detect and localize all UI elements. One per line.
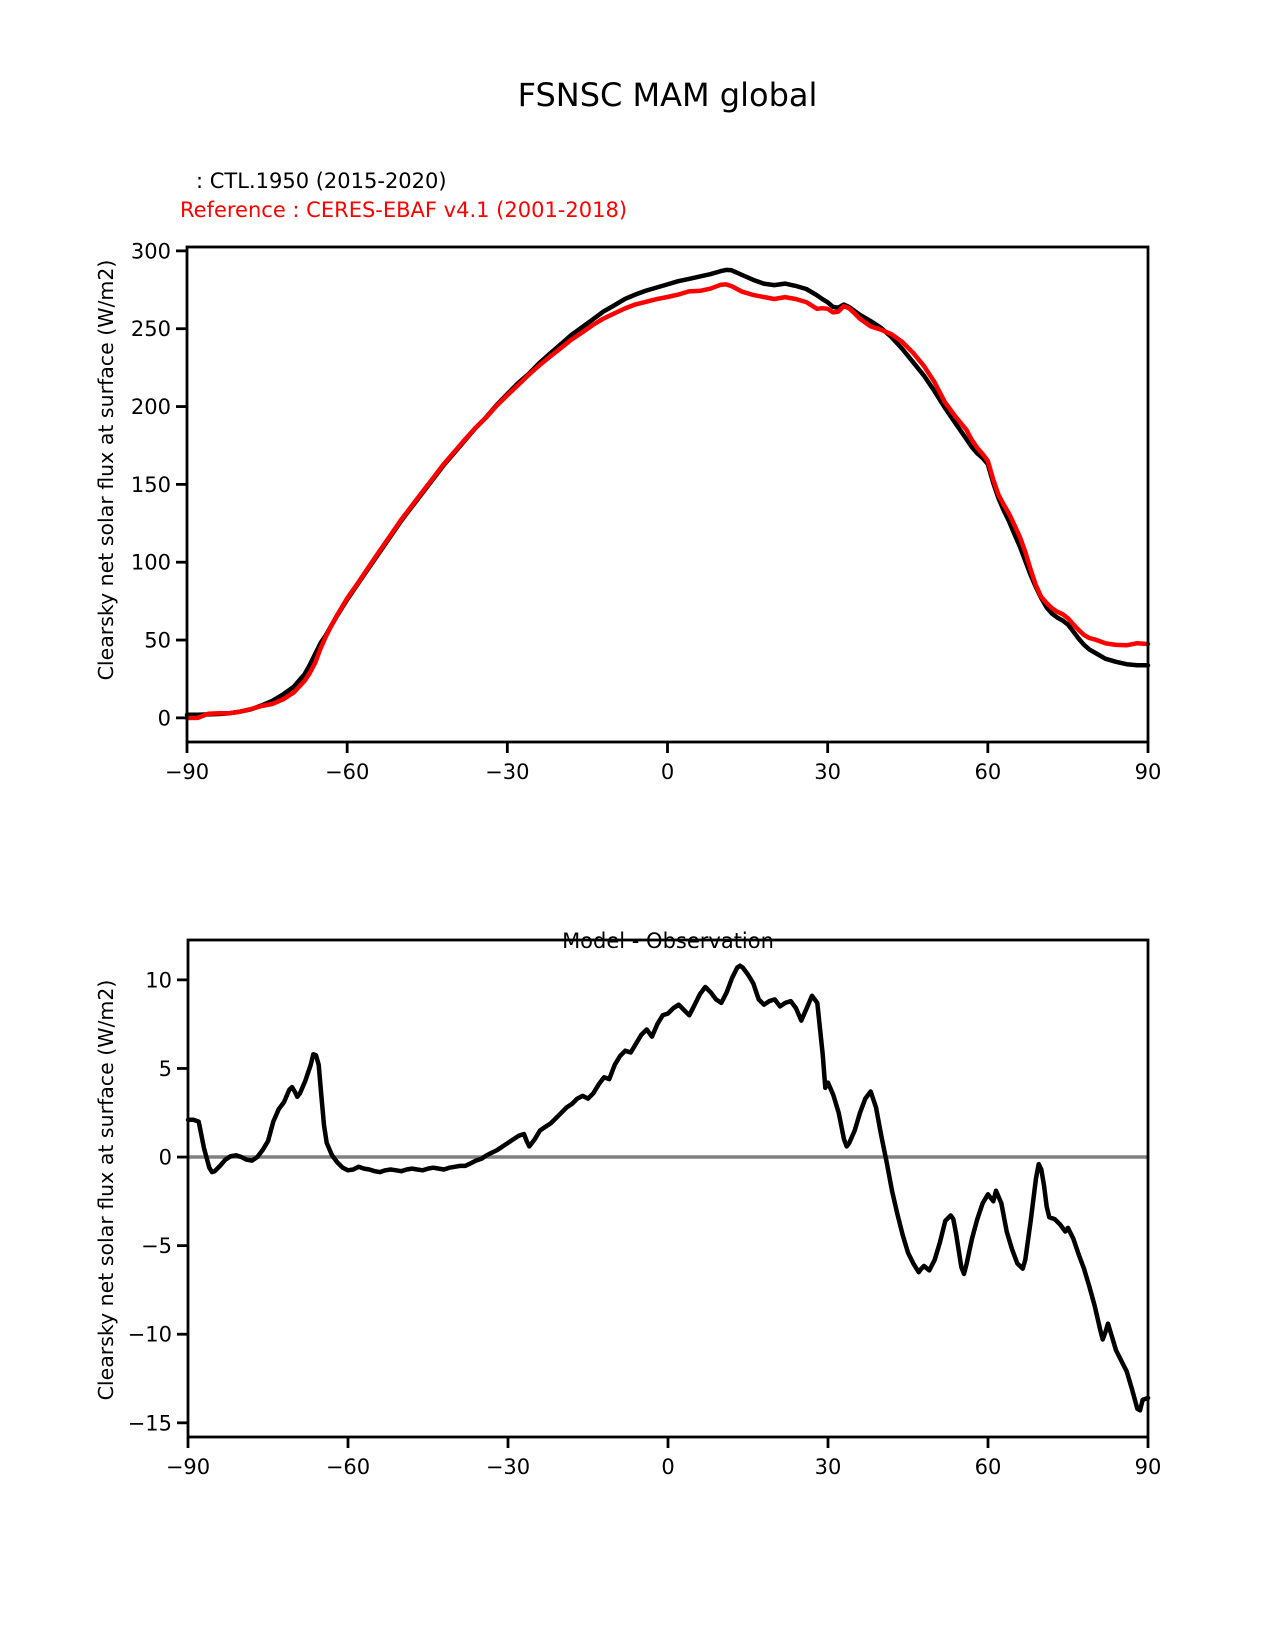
x-tick-label: 30 xyxy=(814,1455,842,1479)
x-tick-label: −90 xyxy=(165,1455,211,1479)
y-tick-label: −5 xyxy=(141,1234,172,1259)
x-tick-label: 0 xyxy=(661,1455,675,1479)
y-tick-label: 0 xyxy=(158,1145,172,1170)
top-chart-ylabel: Clearsky net solar flux at surface (W/m2) xyxy=(94,259,118,681)
chart-1 xyxy=(128,940,1162,1479)
x-tick-label: 90 xyxy=(1134,1455,1162,1479)
y-tick-label: −15 xyxy=(127,1411,172,1436)
y-tick-label: 200 xyxy=(130,395,171,420)
model-curve xyxy=(187,270,1148,715)
figure-title: FSNSC MAM global xyxy=(517,76,818,114)
x-tick-label: 60 xyxy=(974,760,1002,784)
x-tick-label: 30 xyxy=(814,760,842,784)
y-tick-label: 5 xyxy=(158,1056,172,1081)
x-tick-label: 60 xyxy=(974,1455,1002,1479)
y-tick-label: 100 xyxy=(130,550,171,575)
x-tick-label: −30 xyxy=(485,760,530,784)
reference-curve xyxy=(187,284,1148,718)
y-tick-label: −10 xyxy=(127,1322,172,1347)
y-tick-label: 300 xyxy=(130,239,171,264)
y-tick-label: 50 xyxy=(144,628,171,653)
axes-frame xyxy=(187,247,1148,742)
diff-curve xyxy=(188,966,1148,1411)
legend-model-label: : CTL.1950 (2015-2020) xyxy=(196,169,447,193)
chart-0 xyxy=(131,239,1161,784)
y-tick-label: 150 xyxy=(130,472,171,497)
y-tick-label: 10 xyxy=(145,968,172,993)
x-tick-label: −60 xyxy=(325,1455,371,1479)
x-tick-label: −60 xyxy=(325,760,370,784)
y-tick-label: 0 xyxy=(157,706,171,731)
bottom-chart-title: Model - Observation xyxy=(562,929,774,953)
x-tick-label: −90 xyxy=(164,760,210,784)
x-tick-label: 0 xyxy=(660,760,675,784)
legend-reference-label: Reference : CERES-EBAF v4.1 (2001-2018) xyxy=(180,198,628,222)
y-tick-label: 250 xyxy=(130,317,171,342)
x-tick-label: 90 xyxy=(1134,760,1162,784)
x-tick-label: −30 xyxy=(485,1455,531,1479)
bottom-chart-ylabel: Clearsky net solar flux at surface (W/m2) xyxy=(94,979,118,1401)
